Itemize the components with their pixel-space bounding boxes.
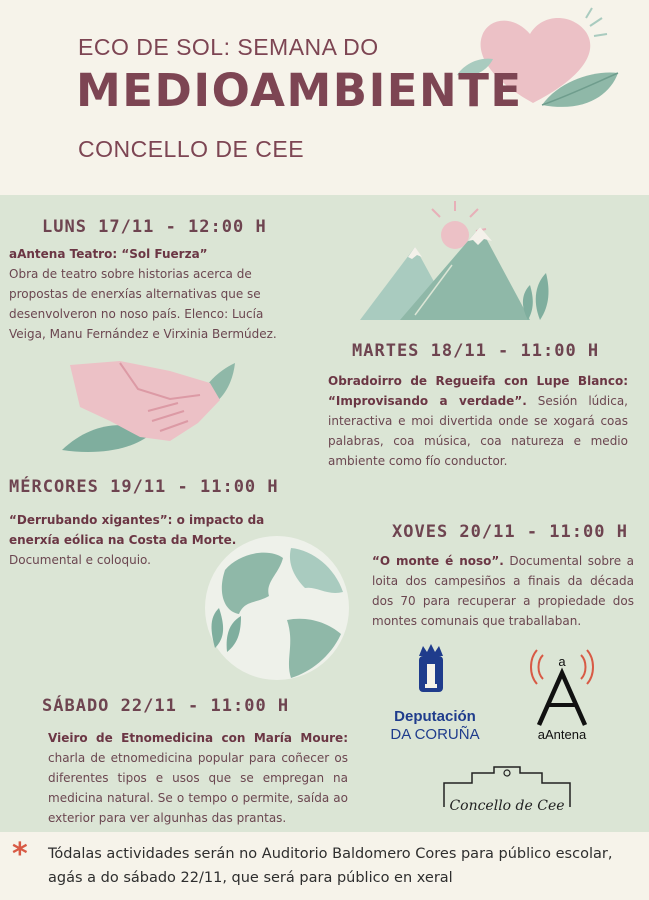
event-xoves-date: XOVES 20/11 - 11:00 H [392,522,628,542]
event-martes-desc: Sesión lúdica, interactiva e moi divertida onde se xogará coas palabras, coa música, coa natureza e medio ambiente como fío conductor. [328,394,628,468]
header [0,0,649,195]
concello-name: Concello de Cee [449,798,565,814]
event-martes-title: Obradoirro de Regueifa con Lupe Blanco: “Improvisando a verdade”. [328,374,628,408]
mountains-icon [360,205,560,325]
event-luns-title: aAntena Teatro: “Sol Fuerza” [9,247,208,261]
event-martes [328,371,628,471]
event-luns-desc: Obra de teatro sobre historias acerca de propostas de enerxías alternativas que se desenvolveron no noso país. Elenco: Lucía Veiga, Manu Fernández e Virxinia Bermúdez. [9,267,277,341]
event-mercores-desc: Documental e coloquio. [9,553,151,567]
event-xoves [372,551,634,631]
antena-letter: a [558,654,566,669]
event-martes-date: MARTES 18/11 - 11:00 H [352,341,600,361]
event-luns [9,244,294,344]
event-xoves-desc: Documental sobre a loita dos campesiños a finais da década dos 70 para recuperar a propiedade dos montes comunais que traballaban. [372,554,634,628]
antena-name: aAntena [537,727,587,742]
handshake-icon [60,355,240,455]
place-name: CONCELLO DE CEE [78,136,305,162]
deputacion-crest-icon [411,640,451,700]
footer-note: Tódalas actividades serán no Auditorio Baldomero Cores para público escolar, agás a do sábado 22/11, que será para público en xeral [48,846,613,886]
event-xoves-title: “O monte é noso”. [372,554,504,568]
event-mercores-title: “Derrubando xigantes”: o impacto da enerxía eólica na Costa da Morte. [9,513,265,547]
deputacion-place: DA CORUÑA [390,726,480,743]
event-sabado-desc: charla de etnomedicina popular para coñecer os diferentes tipos e usos que se empregan na medicina natural. Se o tempo o permite, saída ao exterior para ver algunhas das prantas. [48,751,348,825]
leaf-icon [540,65,630,125]
event-mercores-date: MÉRCORES 19/11 - 11:00 H [9,477,279,497]
footer [0,832,649,900]
subtitle: ECO DE SOL: SEMANA DO [78,34,379,60]
page-title: MEDIOAMBIENTE [76,64,523,117]
asterisk-icon: * [12,837,28,872]
event-sabado-title: Vieiro de Etnomedicina con María Moure: [48,731,348,745]
event-sabado [48,728,348,828]
event-sabado-date: SÁBADO 22/11 - 11:00 H [42,696,290,716]
globe-icon [195,530,355,690]
event-luns-date: LUNS 17/11 - 12:00 H [42,217,267,237]
events-panel [0,195,649,832]
deputacion-name: Deputación [394,708,476,725]
